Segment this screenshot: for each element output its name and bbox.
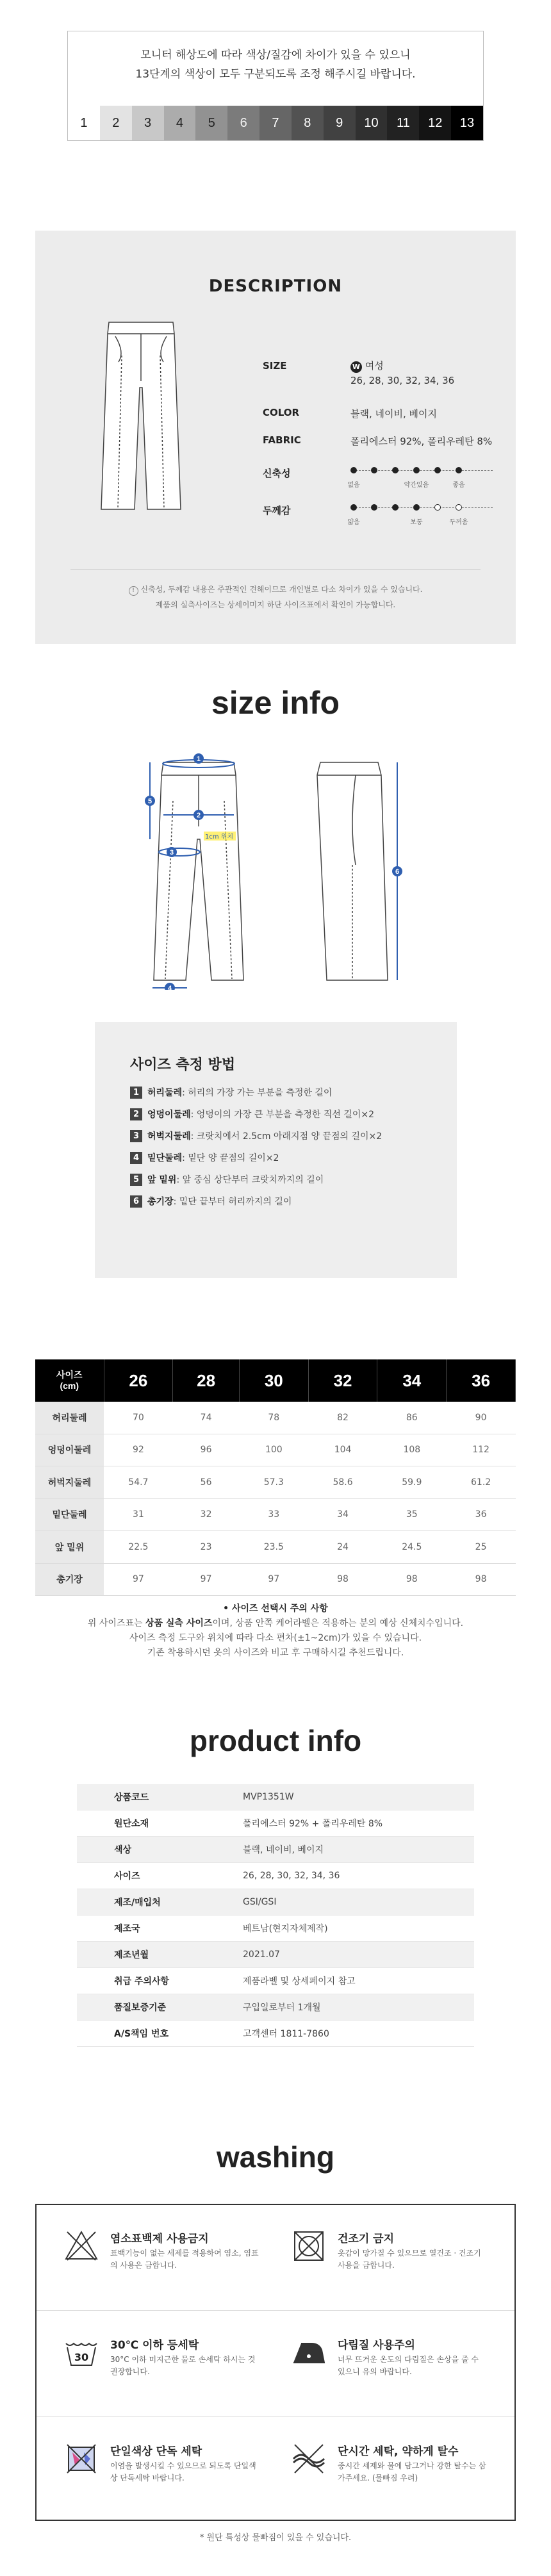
- product-info-row: [77, 1994, 474, 2021]
- women-icon: W: [350, 361, 362, 373]
- calibration-text: 모니터 해상도에 따라 색상/질감에 차이가 있을 수 있으니 13단계의 색상이 모두 구분되도록 조정 해주시길 바랍니다.: [135, 49, 416, 81]
- swatch-5: 5: [195, 106, 227, 140]
- method-item: [130, 1086, 332, 1099]
- color-calibration-notice: [67, 31, 484, 141]
- size-values: 26, 28, 30, 32, 34, 36: [350, 375, 455, 386]
- stretch-high-label: 좋음: [452, 482, 465, 489]
- divider: [70, 569, 481, 570]
- washing-item-title: 염소표백제 사용금지: [110, 2233, 209, 2245]
- method-desc: : 앞 중심 상단부터 크랏치까지의 길이: [176, 1175, 324, 1185]
- product-info-row: [77, 1889, 474, 1916]
- washing-item-title: 30℃ 이하 등세탁: [110, 2339, 199, 2352]
- washing-panel: [35, 2204, 516, 2521]
- washing-item-title: 단일색상 단독 세탁: [110, 2445, 202, 2458]
- product-info-value: 2021.07: [243, 1942, 474, 1968]
- table-cell: 108: [377, 1434, 447, 1466]
- product-info-row: [77, 1837, 474, 1863]
- swatch-1: 1: [68, 106, 100, 140]
- table-cell: 24.5: [377, 1531, 447, 1564]
- product-info-key: 제조년월: [77, 1942, 243, 1968]
- table-cell: 92: [104, 1434, 173, 1466]
- table-cell: 54.7: [104, 1466, 173, 1499]
- marker-4: 4: [167, 985, 172, 990]
- size-col-header: 30: [239, 1359, 308, 1402]
- swatch-3: 3: [132, 106, 164, 140]
- row-label: 엉덩이둘레: [35, 1434, 104, 1466]
- table-row: [35, 1563, 516, 1596]
- marker-6: 6: [395, 868, 400, 876]
- product-info-value: GSI/GSI: [243, 1889, 474, 1916]
- method-number: 3: [130, 1130, 142, 1142]
- product-info-key: 취급 주의사항: [77, 1968, 243, 1994]
- row-label: 밑단둘레: [35, 1498, 104, 1531]
- product-info-value: 블랙, 네이비, 베이지: [243, 1837, 474, 1863]
- table-row: [35, 1466, 516, 1499]
- marker-5: 5: [147, 798, 152, 805]
- product-info-value: 폴리에스터 92% + 폴리우레탄 8%: [243, 1810, 474, 1837]
- wash-temp-label: 30: [74, 2351, 89, 2363]
- method-title: 사이즈 측정 방법: [130, 1057, 236, 1073]
- table-cell: 90: [447, 1402, 516, 1434]
- method-name: 총기장: [147, 1197, 174, 1207]
- washing-item: [290, 2229, 501, 2306]
- iron-caution-icon: [290, 2333, 328, 2372]
- row-label: 허벅지둘레: [35, 1466, 104, 1499]
- crotch-callout: 1cm 위치: [205, 833, 234, 841]
- product-info-value: 고객센터 1811-7860: [243, 2021, 474, 2047]
- table-cell: 98: [377, 1563, 447, 1596]
- table-cell: 61.2: [447, 1466, 516, 1499]
- table-cell: 32: [173, 1498, 240, 1531]
- table-cell: 112: [447, 1434, 516, 1466]
- swatch-8: 8: [292, 106, 324, 140]
- product-info-row: [77, 1916, 474, 1942]
- swatch-12: 12: [419, 106, 451, 140]
- washing-item: [62, 2229, 274, 2306]
- washing-item-desc: 옷감이 망가질 수 있으므로 열건조 · 건조기 사용을 금합니다.: [338, 2249, 481, 2270]
- size-table-corner: 사이즈 (cm): [35, 1359, 104, 1402]
- swatch-10: 10: [356, 106, 388, 140]
- stretch-label: 신축성: [263, 468, 291, 479]
- swatch-2: 2: [100, 106, 132, 140]
- size-col-header: 26: [104, 1359, 173, 1402]
- size-label: SIZE: [263, 360, 287, 372]
- thickness-mid-label: 보통: [410, 519, 423, 526]
- method-number: 4: [130, 1152, 142, 1164]
- method-desc: : 밑단 끝부터 허리까지의 길이: [173, 1197, 292, 1207]
- table-cell: 86: [377, 1402, 447, 1434]
- washing-title: washing: [216, 2140, 335, 2174]
- pants-front-illustration: [96, 317, 186, 516]
- method-desc: : 크랏치에서 2.5cm 아래지점 양 끝점의 길이×2: [190, 1131, 382, 1142]
- method-name: 엉덩이둘레: [147, 1110, 191, 1120]
- color-value: 블랙, 네이비, 베이지: [350, 408, 437, 420]
- table-row: [35, 1434, 516, 1466]
- table-cell: 22.5: [104, 1531, 173, 1564]
- product-info-key: 상품코드: [77, 1784, 243, 1810]
- swatch-6: 6: [227, 106, 259, 140]
- swatch-7: 7: [259, 106, 292, 140]
- table-cell: 70: [104, 1402, 173, 1434]
- product-info-row: [77, 1968, 474, 1994]
- method-number: 6: [130, 1195, 142, 1208]
- separate-wash-icon: [62, 2440, 101, 2478]
- size-table-note: • 사이즈 선택시 주의 사항 위 사이즈표는 상품 실측 사이즈이며, 상품 안쪽 케어라벨은 적용하는 분의 예상 신체치수입니다. 사이즈 측정 도구와 위치에 따라 다소 편차(±1~2cm)가 있을 수 있습니다. 기존 착용하시던 옷의 사이즈와 비교 후 구매하시길 추천드립니다.: [87, 1604, 464, 1658]
- size-gender: W 여성: [350, 359, 384, 373]
- swatch-11: 11: [387, 106, 419, 140]
- product-info-value: 베트남(현지자체제작): [243, 1916, 474, 1942]
- size-table-body: [35, 1402, 516, 1596]
- color-label: COLOR: [263, 407, 300, 418]
- thickness-high-label: 두꺼움: [449, 519, 468, 526]
- washing-item-desc: 너무 뜨거운 온도의 다림질은 손상을 줄 수 있으니 유의 바랍니다.: [338, 2355, 479, 2376]
- size-table-header: [35, 1359, 516, 1402]
- marker-1: 1: [196, 755, 201, 763]
- size-table: [35, 1359, 516, 1596]
- method-name: 앞 밑위: [147, 1175, 177, 1185]
- swatch-9: 9: [324, 106, 356, 140]
- table-cell: 98: [308, 1563, 377, 1596]
- product-info-key: 품질보증기준: [77, 1994, 243, 2021]
- table-cell: 97: [239, 1563, 308, 1596]
- washing-item: [62, 2442, 274, 2519]
- washing-note: * 원단 특성상 물빠짐이 있을 수 있습니다.: [199, 2533, 352, 2543]
- description-note: ! 신축성, 두께감 내용은 주관적인 견해이므로 개인별로 다소 차이가 있을 수 있습니다. 제품의 실측사이즈는 상세이미지 하단 사이즈표에서 확인이 가능합니다.: [35, 582, 516, 612]
- method-number: 2: [130, 1108, 142, 1120]
- table-cell: 98: [447, 1563, 516, 1596]
- table-cell: 100: [239, 1434, 308, 1466]
- row-label: 허리둘레: [35, 1402, 104, 1434]
- stretch-low-label: 없음: [347, 482, 360, 489]
- product-info-row: [77, 2021, 474, 2047]
- measurement-method-panel: [95, 1022, 457, 1278]
- table-cell: 33: [239, 1498, 308, 1531]
- washing-item-title: 건조기 금지: [338, 2233, 395, 2245]
- product-info-key: 색상: [77, 1837, 243, 1863]
- product-info-value: 26, 28, 30, 32, 34, 36: [243, 1863, 474, 1889]
- gentle-spin-icon: [290, 2440, 328, 2478]
- table-cell: 58.6: [308, 1466, 377, 1499]
- size-col-header: 36: [447, 1359, 516, 1402]
- table-cell: 74: [173, 1402, 240, 1434]
- table-cell: 56: [173, 1466, 240, 1499]
- product-info-row: [77, 1942, 474, 1968]
- washing-item: [290, 2442, 501, 2519]
- size-col-header: 32: [308, 1359, 377, 1402]
- table-cell: 34: [308, 1498, 377, 1531]
- product-info-key: 원단소재: [77, 1810, 243, 1837]
- product-info-row: [77, 1810, 474, 1837]
- size-measurement-diagram: [135, 750, 416, 990]
- table-row: [35, 1531, 516, 1564]
- table-cell: 97: [104, 1563, 173, 1596]
- row-label: 앞 밑위: [35, 1531, 104, 1564]
- thickness-low-label: 얇음: [347, 519, 360, 526]
- gray-scale-swatches: [68, 106, 483, 140]
- description-panel: [35, 231, 516, 644]
- swatch-13: 13: [451, 106, 483, 140]
- product-info-value: 구입일로부터 1개월: [243, 1994, 474, 2021]
- stretch-mid-label: 약간있음: [404, 482, 429, 489]
- table-cell: 23: [173, 1531, 240, 1564]
- method-item: [130, 1108, 374, 1120]
- table-row: [35, 1402, 516, 1434]
- method-item: [130, 1195, 292, 1208]
- thickness-label: 두께감: [263, 505, 291, 516]
- product-info-table: [77, 1784, 474, 2047]
- table-cell: 36: [447, 1498, 516, 1531]
- wash-30-icon: [62, 2333, 101, 2372]
- table-cell: 59.9: [377, 1466, 447, 1499]
- product-info-key: 사이즈: [77, 1863, 243, 1889]
- product-info-row: [77, 1863, 474, 1889]
- table-cell: 97: [173, 1563, 240, 1596]
- table-row: [35, 1498, 516, 1531]
- method-item: [130, 1151, 279, 1164]
- method-number: 5: [130, 1174, 142, 1186]
- marker-3: 3: [169, 849, 174, 857]
- product-info-row: [77, 1784, 474, 1810]
- swatch-4: 4: [164, 106, 196, 140]
- method-desc: : 밑단 양 끝점의 길이×2: [182, 1153, 279, 1163]
- no-bleach-icon: [62, 2227, 101, 2265]
- method-desc: : 엉덩이의 가장 큰 부분을 측정한 직선 길이×2: [190, 1110, 375, 1120]
- table-cell: 82: [308, 1402, 377, 1434]
- method-item: [130, 1129, 382, 1142]
- washing-item-desc: 중시간 세제와 물에 담그거나 강한 탈수는 삼가주세요. (물빠짐 우려): [338, 2461, 486, 2482]
- table-cell: 78: [239, 1402, 308, 1434]
- size-col-header: 28: [173, 1359, 240, 1402]
- table-cell: 57.3: [239, 1466, 308, 1499]
- table-cell: 31: [104, 1498, 173, 1531]
- method-desc: : 허리의 가장 가는 부분을 측정한 길이: [182, 1088, 333, 1098]
- method-item: [130, 1173, 324, 1186]
- info-icon: !: [129, 586, 138, 596]
- table-cell: 104: [308, 1434, 377, 1466]
- method-name: 밑단둘레: [147, 1153, 183, 1163]
- table-cell: 96: [173, 1434, 240, 1466]
- method-name: 허벅지둘레: [147, 1131, 191, 1142]
- size-col-header: 34: [377, 1359, 447, 1402]
- row-label: 총기장: [35, 1563, 104, 1596]
- marker-2: 2: [196, 812, 201, 819]
- table-cell: 23.5: [239, 1531, 308, 1564]
- washing-item: [62, 2336, 274, 2413]
- product-info-key: 제조국: [77, 1916, 243, 1942]
- washing-item-desc: 이염을 발생시킬 수 있으므로 되도록 단일색상 단독세탁 바랍니다.: [110, 2461, 256, 2482]
- table-cell: 35: [377, 1498, 447, 1531]
- washing-item: [290, 2336, 501, 2413]
- fabric-label: FABRIC: [263, 434, 301, 446]
- product-info-value: 제품라벨 및 상세페이지 참고: [243, 1968, 474, 1994]
- no-tumble-dry-icon: [290, 2227, 328, 2265]
- table-cell: 25: [447, 1531, 516, 1564]
- washing-item-title: 단시간 세탁, 약하게 탈수: [338, 2445, 459, 2458]
- product-info-key: 제조/매입처: [77, 1889, 243, 1916]
- washing-item-desc: 30°C 이하 미지근한 물로 손세탁 하시는 것 권장합니다.: [110, 2355, 256, 2376]
- product-info-title: product info: [189, 1724, 362, 1757]
- washing-item-desc: 표백기능이 없는 세제를 적용하여 염소, 염표의 사용은 금합니다.: [110, 2249, 259, 2270]
- method-number: 1: [130, 1087, 142, 1099]
- table-cell: 24: [308, 1531, 377, 1564]
- product-info-key: A/S책임 번호: [77, 2021, 243, 2047]
- description-title: DESCRIPTION: [208, 277, 343, 296]
- method-name: 허리둘레: [147, 1088, 183, 1098]
- fabric-value: 폴리에스터 92%, 폴리우레탄 8%: [350, 436, 493, 447]
- product-info-value: MVP1351W: [243, 1784, 474, 1810]
- size-info-title: size info: [211, 685, 340, 721]
- washing-item-title: 다림질 사용주의: [338, 2339, 415, 2352]
